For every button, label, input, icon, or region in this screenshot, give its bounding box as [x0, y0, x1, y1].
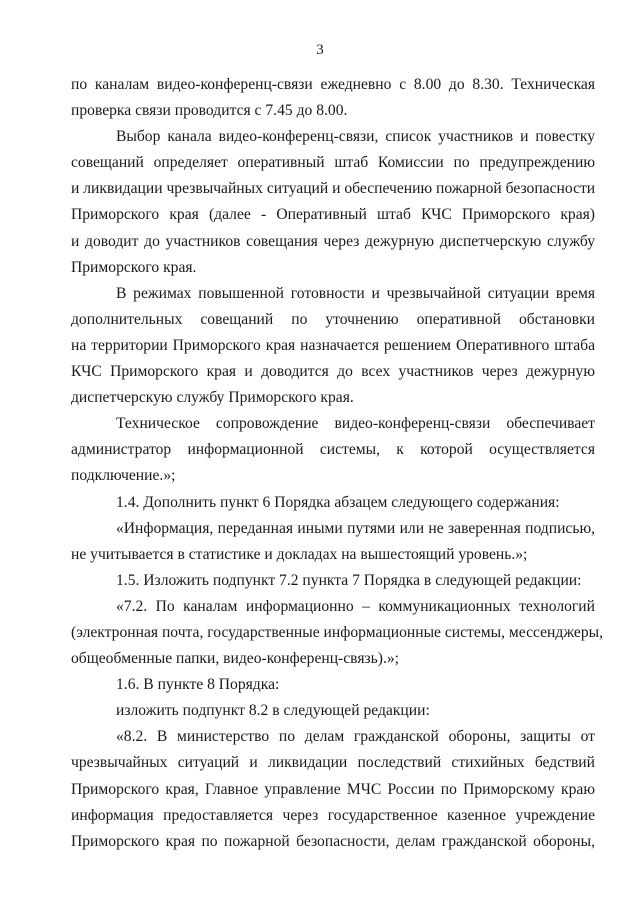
text-line: не учитывается в статистике и докладах на вышестоящий уровень.»;	[71, 545, 528, 563]
text-line: «Информация, переданная иными путями или не заверенная подписью,	[116, 519, 595, 537]
text-line: 1.6. В пункте 8 Порядка:	[116, 676, 280, 694]
text-line: Приморского края.	[71, 258, 197, 276]
text-line: совещаний определяет оперативный штаб Комиссии по предупреждению	[71, 154, 595, 172]
text-line: чрезвычайных ситуаций и ликвидации последствий стихийных бедствий	[71, 754, 595, 772]
text-line: и доводит до участников совещания через дежурную диспетчерскую службу	[71, 232, 595, 250]
text-line: администратор информационной системы, к которой осуществляется	[71, 441, 595, 459]
document-body	[71, 72, 603, 855]
text-line: диспетчерскую службу Приморского края.	[71, 389, 354, 407]
text-line: на территории Приморского края назначается решением Оперативного штаба	[71, 336, 595, 354]
text-line: «7.2. По каналам информационно – коммуникационных технологий	[116, 597, 595, 615]
text-line: по каналам видео-конференц-связи ежедневно с 8.00 до 8.30. Техническая	[71, 76, 595, 93]
text-line: общеобменные папки, видео-конференц-связь).»;	[71, 650, 399, 668]
text-line: Выбор канала видео-конференц-связи, список участников и повестку	[116, 128, 595, 146]
text-line: 1.5. Изложить подпункт 7.2 пункта 7 Порядка в следующей редакции:	[116, 571, 582, 589]
text-line: Техническое сопровождение видео-конференц-связи обеспечивает	[116, 415, 595, 433]
text-line: Приморского края (далее - Оперативный штаб КЧС Приморского края)	[71, 206, 595, 224]
text-line: дополнительных совещаний по уточнению оперативной обстановки	[71, 310, 595, 328]
text-line: изложить подпункт 8.2 в следующей редакции:	[116, 702, 430, 720]
text-line: проверка связи проводится с 7.45 до 8.00.	[71, 102, 348, 120]
text-line: «8.2. В министерство по делам гражданской обороны, защиты от	[116, 728, 595, 746]
page-number: 3	[316, 42, 324, 58]
text-line: подключение.»;	[71, 467, 176, 485]
text-line: Приморского края, Главное управление МЧС России по Приморскому краю	[71, 780, 595, 798]
text-line: КЧС Приморского края и доводится до всех участников через дежурную	[71, 363, 595, 381]
text-line: и ликвидации чрезвычайных ситуаций и обеспечению пожарной безопасности	[71, 180, 596, 198]
text-line: Приморского края по пожарной безопасности, делам гражданской обороны,	[71, 832, 595, 850]
text-line: В режимах повышенной готовности и чрезвычайной ситуации время	[116, 284, 595, 302]
text-line: (электронная почта, государственные информационные системы, мессенджеры,	[71, 623, 603, 641]
text-line: информация предоставляется через государственное казенное учреждение	[71, 806, 595, 824]
text-line: 1.4. Дополнить пункт 6 Порядка абзацем следующего содержания:	[116, 493, 560, 511]
